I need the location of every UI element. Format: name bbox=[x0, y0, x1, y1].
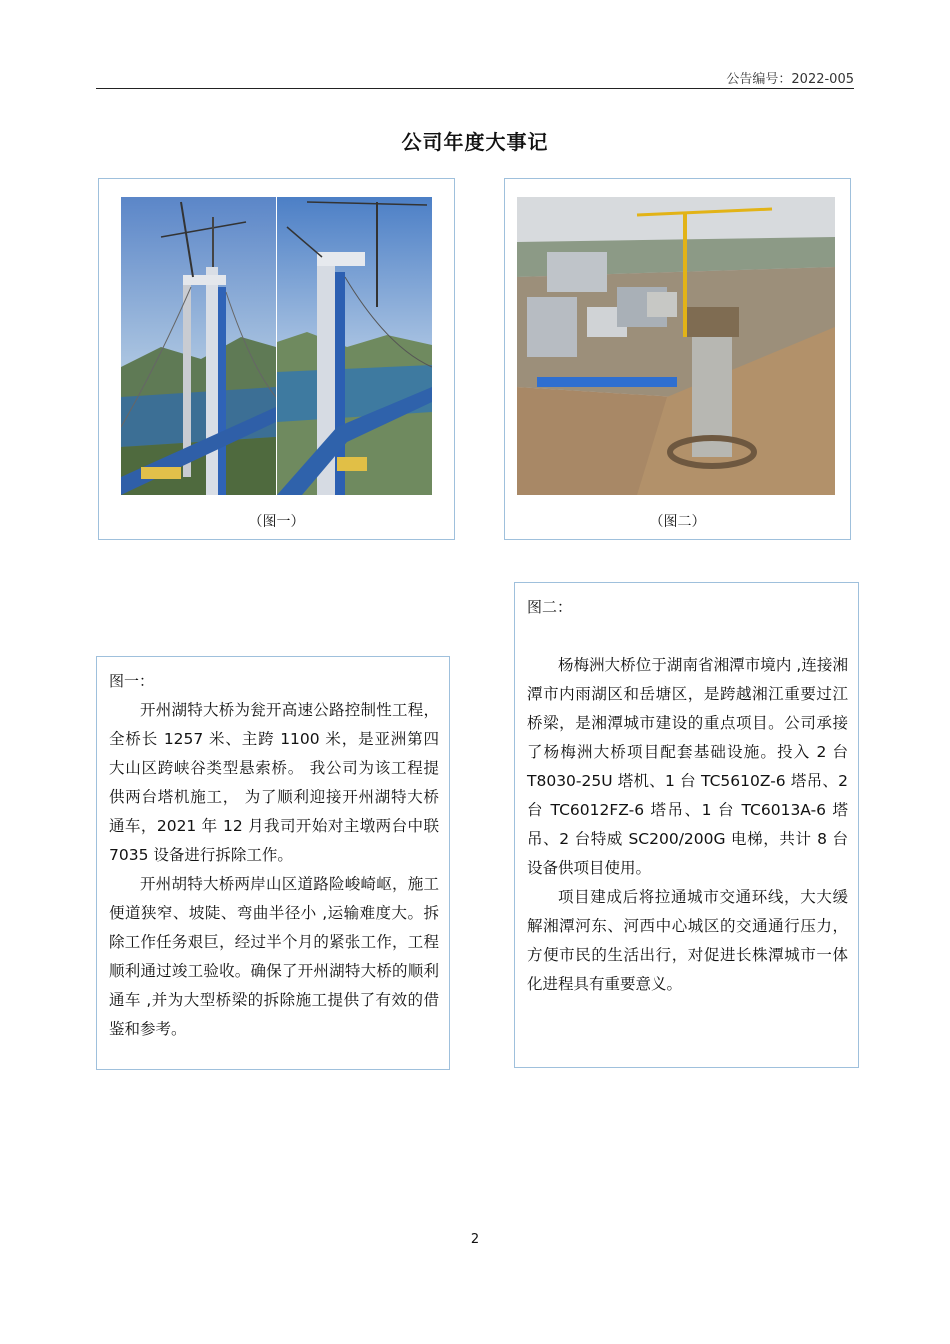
figure-1-caption: （图一） bbox=[248, 514, 305, 530]
figure-1-frame bbox=[98, 178, 455, 540]
figure-1-paragraph-1: 开州湖特大桥为瓮开高速公路控制性工程，全桥长 1257 米、主跨 1100 米，是亚洲第四大山区跨峡谷类型悬索桥。 我公司为该工程提供两台塔机施工， 为了顺利迎接开州湖特大桥通车，2021 年 12 月我司开始对主墩两台中联 7035 设备进行拆除工作。 bbox=[109, 701, 439, 864]
figure-2-description-label: 图二： bbox=[527, 598, 573, 616]
figure-1-paragraph-2: 开州胡特大桥两岸山区道路险峻崎岖，施工便道狭窄、坡陡、弯曲半径小 ,运输难度大。拆除工作任务艰巨，经过半个月的紧张工作，工程顺利通过竣工验收。确保了开州湖特大桥的顺利通车 ,并为大型桥梁的拆除施工提供了有效的借鉴和参考。 bbox=[109, 875, 439, 1038]
page-title: 公司年度大事记 bbox=[401, 130, 549, 154]
page-number: 2 bbox=[470, 1232, 480, 1247]
figure-2-paragraph-2: 项目建成后将拉通城市交通环线，大大缓解湘潭河东、河西中心城区的交通通行压力，方便市民的生活出行，对促进长株潭城市一体化进程具有重要意义。 bbox=[527, 888, 848, 993]
header-rule bbox=[96, 88, 854, 89]
figure-1-description bbox=[96, 656, 450, 1070]
figure-2-frame bbox=[504, 178, 851, 540]
figure-2-paragraph-1: 杨梅洲大桥位于湖南省湘潭市境内 ,连接湘潭市内雨湖区和岳塘区，是跨越湘江重要过江桥梁，是湘潭城市建设的重点项目。公司承接了杨梅洲大桥项目配套基础设施。投入 2 台 T8030-25U 塔机、1 台 TC5610Z-6 塔吊、2 台 TC6012FZ-6 塔吊、1 台 TC6013A-6 塔吊、2 台特威 SC200/200G 电梯，共计 8 台设备供项目使用。 bbox=[527, 656, 848, 877]
figure-2-photo bbox=[517, 197, 835, 495]
figure-2-caption: （图二） bbox=[649, 514, 706, 530]
figure-1-photo-right bbox=[277, 197, 432, 495]
figure-2-description bbox=[514, 582, 859, 1068]
figure-1-photo-left bbox=[121, 197, 276, 495]
notice-number: 公告编号：2022-005 bbox=[726, 72, 854, 87]
figure-1-description-label: 图一： bbox=[109, 672, 155, 690]
